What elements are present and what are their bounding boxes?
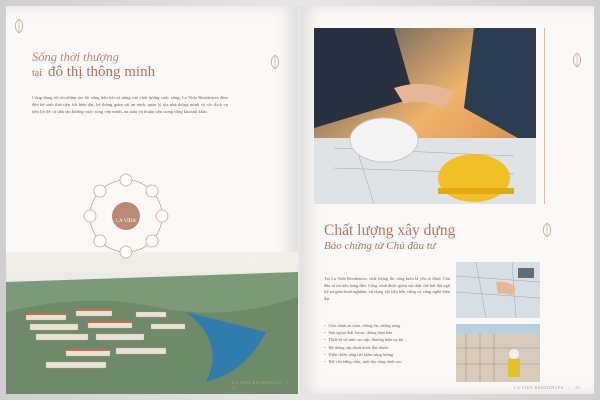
- footer-brand: LA VIDA RESIDENCES | 21: [514, 385, 581, 390]
- title-prefix: tại: [32, 68, 42, 79]
- leaf-ornament-icon: [570, 52, 584, 68]
- blueprint-photo: [456, 262, 540, 318]
- footer-brand-text: LA VIDA RESIDENCES: [232, 380, 282, 385]
- page-title-line2: [32, 64, 155, 81]
- construction-site-photo: [456, 324, 540, 382]
- smart-city-icon-ring: [76, 166, 176, 266]
- construction-handshake-photo: [314, 28, 536, 204]
- leaf-ornament-icon: [12, 18, 26, 34]
- city-aerial-image: [6, 252, 298, 394]
- divider-line: [544, 28, 545, 204]
- section-subheading: Bảo chứng từ Chủ đầu tư: [324, 240, 436, 252]
- page-number: 21: [575, 385, 581, 390]
- feature-list: [324, 322, 450, 365]
- list-item: • Sơn ngoại thất Jotun, chống bám bẩn: [324, 329, 450, 336]
- list-item: • Thiết bị vệ sinh cao cấp, thương hiệu uy tín: [324, 336, 450, 343]
- page-number: 20: [232, 385, 237, 390]
- footer-brand: LA VIDA RESIDENCES | 20: [232, 380, 289, 390]
- list-item: • Điện chiếu sáng tiết kiệm năng lượng: [324, 351, 450, 358]
- list-item: • Kết cấu vững chắc, tuổi thọ công trình cao: [324, 358, 450, 365]
- leaf-ornament-icon: [268, 54, 282, 70]
- list-item: • Cửa chính an toàn, chống ồn, chống nóng: [324, 322, 450, 329]
- intro-paragraph: Công dụng tối ưu nhằm tạo lối sống tiện ích và nâng cao chất lượng cuộc sống, La Vida Residences đem đến hệ sinh thái tiện ích hiện đại, hệ thống giám sát an ninh, quản lý tòa nhà thông minh và các dịch vụ tiện lợi để cư dân tận hưởng cuộc sống văn minh, an toàn và thuận tiện trong từng khoảnh khắc.: [32, 95, 228, 114]
- quality-paragraph: Tại La Vida Residences, chất lượng thi công luôn là yếu tố được Chủ đầu tư ưu tiên hàng đầu. Công trình được giám sát chặt chẽ bởi đội ngũ kỹ sư giàu kinh nghiệm, sử dụng vật liệu bền vững và công nghệ hiện đại.: [324, 276, 450, 301]
- ring-center-label: LA VIDA: [115, 219, 137, 224]
- left-page: [6, 6, 298, 394]
- footer-brand-text: LA VIDA RESIDENCES: [514, 385, 564, 390]
- list-item: • Hệ thống cấp thoát nước đạt chuẩn: [324, 344, 450, 351]
- section-heading: Chất lượng xây dựng: [324, 222, 456, 239]
- right-page: [300, 6, 594, 394]
- page-title-line1: Sống thời thượng: [32, 50, 119, 64]
- leaf-ornament-icon: [540, 222, 554, 238]
- title-main: đô thị thông minh: [48, 64, 156, 80]
